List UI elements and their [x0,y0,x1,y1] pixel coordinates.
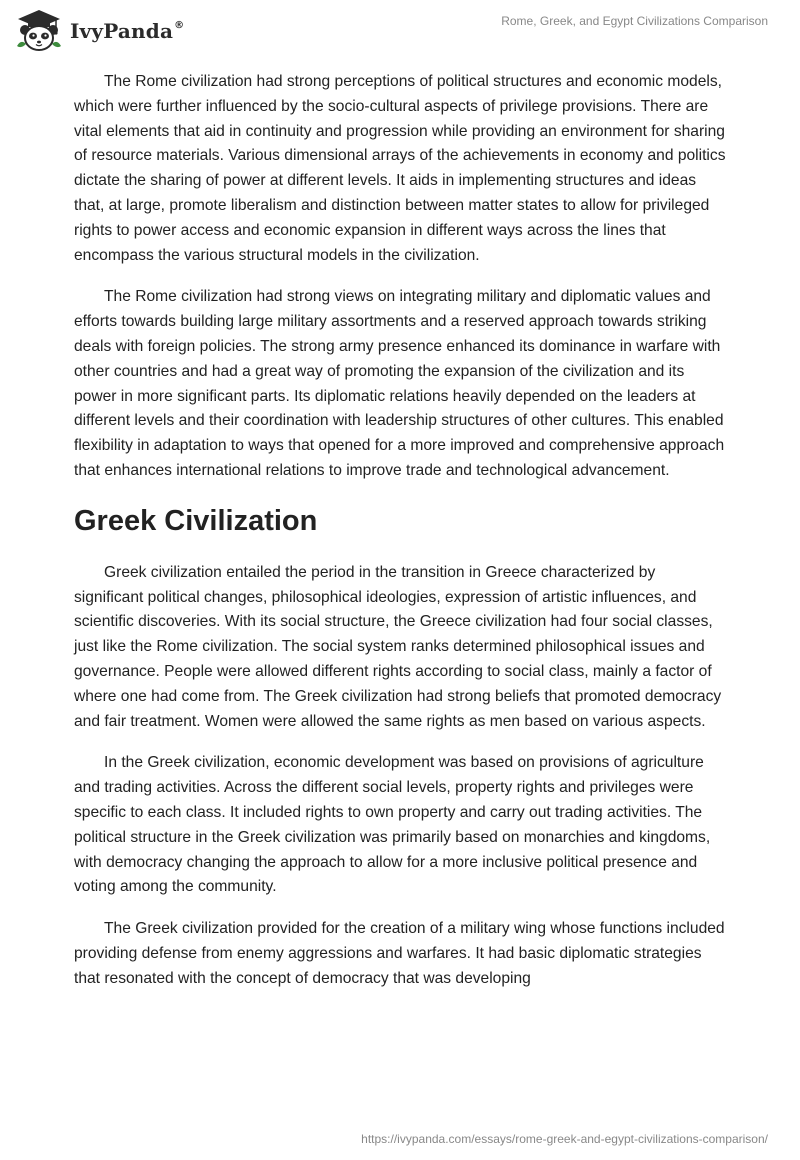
ivypanda-logo[interactable] [14,8,184,54]
section-heading-greek: Greek Civilization [74,504,318,537]
paragraph-rome-military: The Rome civilization had strong views on integrating military and diplomatic values and efforts towards building large military assortments and a reserved approach towards striking deals with foreign policies. The strong army presence enhanced its dominance in warfare with other countries and had a great way of promoting the expansion of the civilization and its power in more significant parts. Its diplomatic relations heavily depended on the leaders at different levels and their coordination with leadership structures of other cultures. This enabled flexibility in adaptation to ways that opened for a more improved and comprehensive approach that enhances international relations to improve trade and technological advancement. [74,288,725,479]
document-title: Rome, Greek, and Egypt Civilizations Comparison [501,14,768,28]
logo-text: IvyPanda® [70,19,185,43]
paragraph-rome-politics: The Rome civilization had strong perceptions of political structures and economic models, which were further influenced by the socio-cultural aspects of privilege provisions. There are vital elements that aid in continuity and progression while providing an environment for sharing of resource materials. Various dimensional arrays of the achievements in economy and politics dictate the sharing of power at different levels. It aids in implementing structures and ideas that, at large, promote liberalism and distinction between matter states to allow for privileged rights to power access and economic expansion in different ways across the lines that encompass the various structural models in the civilization. [74,73,726,264]
source-url[interactable]: https://ivypanda.com/essays/rome-greek-and-egypt-civilizations-comparison/ [361,1132,768,1146]
paragraph-greek-society: Greek civilization entailed the period in the transition in Greece characterized by significant political changes, philosophical ideologies, expression of artistic influences, and scientific discoveries. With its social structure, the Greece civilization had four social classes, just like the Rome civilization. The social system ranks determined philosophical issues and governance. People were allowed different rights according to social class, mainly a factor of where one had come from. The Greek civilization had strong beliefs that promoted democracy and fair treatment. Women were allowed the same rights as men based on various aspects. [74,563,722,730]
registered-mark: ® [174,20,185,32]
paragraph-greek-economy: In the Greek civilization, economic development was based on provisions of agriculture and trading activities. Across the different social levels, property rights and privileges were specific to each class. It included rights to own property and carry out trading activities. The political structure in the Greek civilization was primarily based on monarchies and kingdoms, with democracy changing the approach to allow for a more inclusive political presence and voting among the community. [74,754,711,896]
essay-body [74,70,726,1009]
page-header [0,0,800,70]
paragraph-greek-military: The Greek civilization provided for the creation of a military wing whose functions included providing defense from enemy aggressions and warfares. It had basic diplomatic strategies that resonated with the concept of democracy that was developing [74,920,725,987]
panda-graduate-icon [14,8,64,54]
